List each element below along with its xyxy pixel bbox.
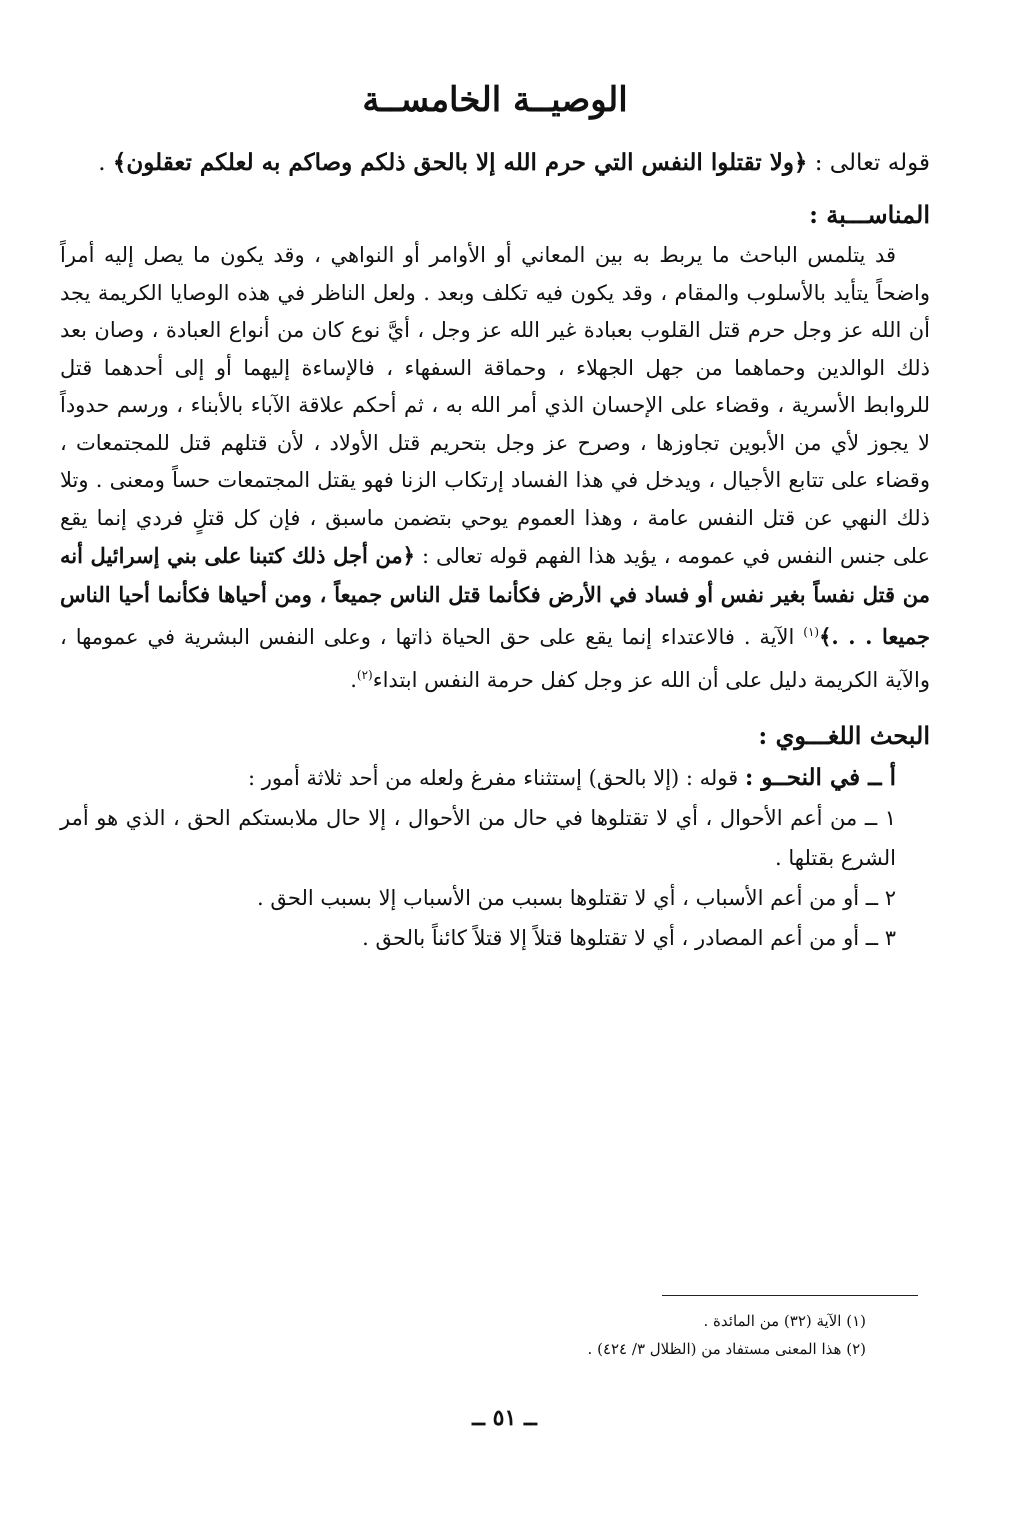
footnote-1: (١) الآية (٣٢) من المائدة . [703, 1312, 866, 1330]
verse-intro: قوله تعالى : [814, 150, 930, 176]
verse-end: . [98, 150, 106, 176]
page-title: الوصيــة الخامســة [362, 80, 628, 120]
page-number: ــ ٥١ ــ [472, 1405, 537, 1431]
footnote-2: (٢) هذا المعنى مستفاد من (الظلال ٣/ ٤٢٤) . [587, 1340, 866, 1358]
munasaba-end: . [350, 667, 357, 692]
munasaba-heading: المناســـبة : [809, 200, 930, 229]
verse-text: ﴿ولا تقتلوا النفس التي حرم الله إلا بالحق ذلكم وصاكم به لعلكم تعقلون﴾ [112, 149, 808, 176]
nahw-line [60, 758, 896, 798]
list-item: ٢ ــ أو من أعم الأسباب ، أي لا تقتلوها بسبب من الأسباب إلا بسبب الحق . [257, 886, 896, 910]
opening-verse [60, 140, 930, 186]
list-item: ٣ ــ أو من أعم المصادر ، أي لا تقتلوها قتلاً إلا قتلاً كائناً بالحق . [362, 926, 896, 950]
footnote-ref-2: (٢) [356, 667, 373, 682]
munasaba-text-2: الآية . فالاعتداء إنما يقع على حق الحياة ذاتها ، وعلى النفس البشرية في عمومها ، والآية الكريمة دليل على أن الله عز وجل كفل حرمة النفس ابتداء [60, 625, 930, 692]
footnote-ref-1: (١) [803, 625, 820, 639]
munasaba-paragraph [60, 237, 930, 699]
footnotes [60, 1307, 866, 1363]
munasaba-text-1: قد يتلمس الباحث ما يربط به بين المعاني أو الأوامر أو النواهي ، وقد يكون ما يصل إليه أمراً واضحاً يتأيد بالأسلوب والمقام ، وقد يكون فيه تكلف وبعد . ولعل الناظر في هذه الوصايا الكريمة يجد أن الله عز وجل حرم قتل القلوب بعبادة غير الله عز وجل ، أيَّ نوع كان من أنواع العبادة ، وصان بعد ذلك الوالدين وحماهما من جهل الجهلاء ، وحماقة السفهاء ، فالإساءة إليهما أو إلى أحدهما قتل للروابط الأسرية ، وقضاء على الإحسان الذي أمر الله به ، ثم أحكم علاقة الآباء بالأبناء ، ورسم حدوداً لا يجوز لأي من الأبوين تجاوزها ، وصرح عز وجل بتحريم قتل الأولاد ، لأن قتلهم قتل للمجتمعات ، وقضاء على تتابع الأجيال ، ويدخل في هذا الفساد إرتكاب الزنا فهو يقتل المجتمعات حساً ومعنى . وتلا ذلك النهي عن قتل النفس عامة ، وهذا العموم يوحي بتضمن ماسبق ، فإن كل قتلٍ فردي إنما يقع على جنس النفس في عمومه ، يؤيد هذا الفهم قوله تعالى : [60, 243, 930, 568]
lughawi-heading: البحث اللغـــوي : [758, 721, 930, 750]
nahw-text: قوله : (إلا بالحق) إستثناء مفرغ ولعله من أحد ثلاثة أمور : [247, 766, 739, 790]
list-item: ١ ــ من أعم الأحوال ، أي لا تقتلوها في حال من الأحوال ، إلا حال ملابستكم الحق ، الذي هو أمر الشرع بقتلها . [60, 806, 896, 870]
footnote-divider [662, 1295, 918, 1296]
page-body [60, 70, 930, 958]
nahw-label: أ ــ في النحــو : [744, 764, 896, 791]
munasaba-verse: ﴿من أجل ذلك كتبنا على بني إسرائيل أنه من قتل نفساً بغير نفس أو فساد في الأرض فكأنما قتل الناس جميعاً ، ومن أحياها فكأنما أحيا الناس جميعا . . .﴾ [60, 543, 930, 649]
